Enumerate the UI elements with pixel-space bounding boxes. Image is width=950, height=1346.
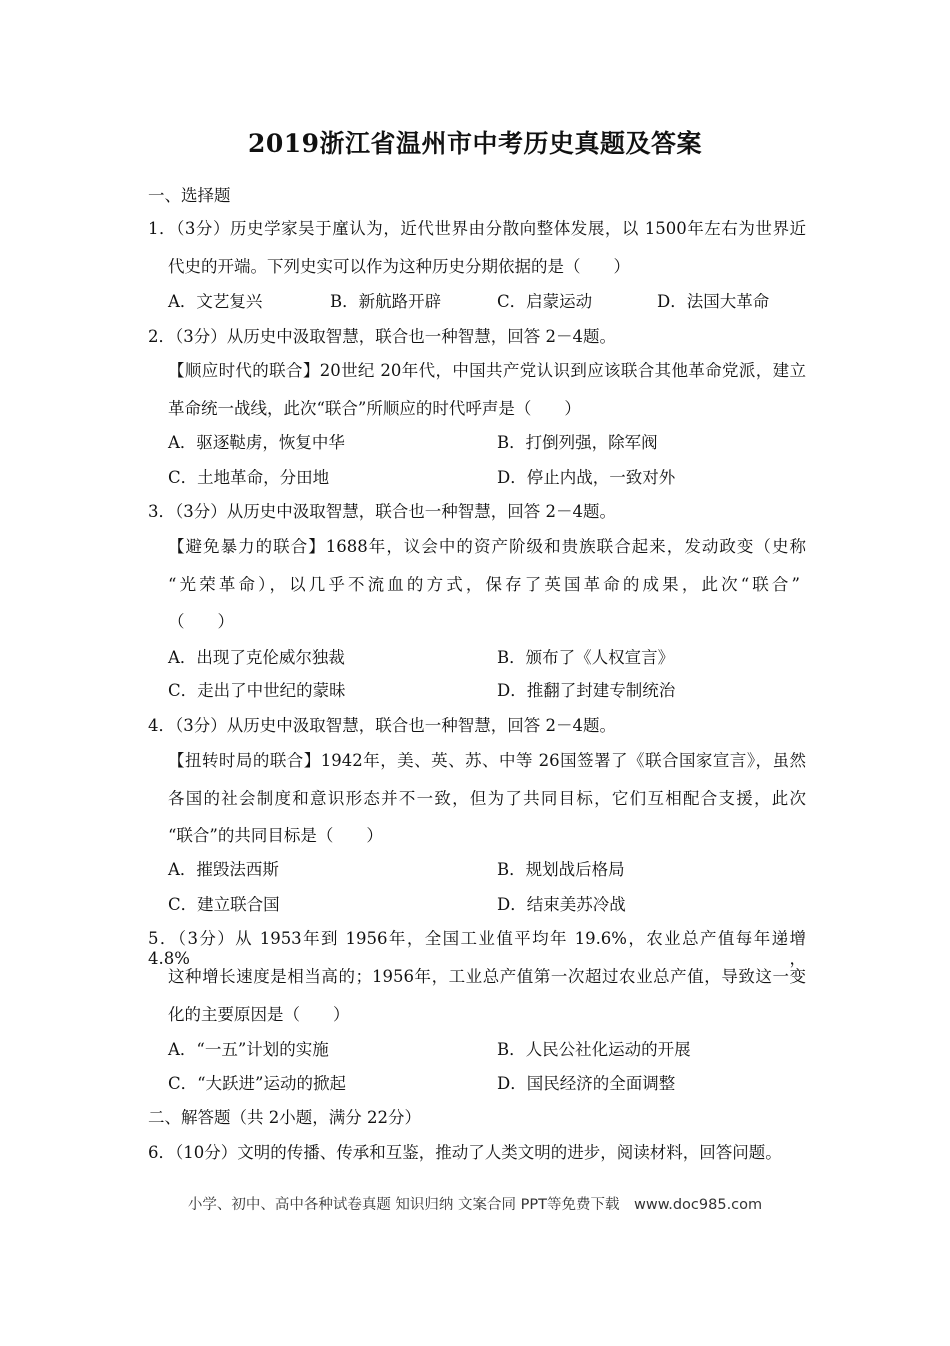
question-2-option-a: A．驱逐鞑虏，恢复中华 <box>168 433 345 452</box>
question-6-line-1: 6．（10分）文明的传播、传承和互鉴，推动了人类文明的进步，阅读材料，回答问题。 <box>148 1143 782 1162</box>
question-3-option-d: D．推翻了封建专制统治 <box>497 681 676 700</box>
question-1-line-2: 代史的开端。下列史实可以作为这种历史分期依据的是（ ） <box>168 257 630 276</box>
section-heading-choice: 一、选择题 <box>148 186 231 205</box>
question-1-option-a: A．文艺复兴 <box>168 292 263 311</box>
question-4-line-4: “联合”的共同目标是（ ） <box>168 826 383 845</box>
question-4-line-2: 【扭转时局的联合】1942年，美、英、苏、中等 26国签署了《联合国家宣言》，虽然 <box>168 751 806 770</box>
question-3-line-2: 【避免暴力的联合】1688年，议会中的资产阶级和贵族联合起来，发动政变（史称 <box>168 537 806 556</box>
question-5-line-3: 化的主要原因是（ ） <box>168 1005 350 1024</box>
question-2-line-3: 革命统一战线，此次“联合”所顺应的时代呼声是（ ） <box>168 399 581 418</box>
question-4-option-a: A．摧毁法西斯 <box>168 860 279 879</box>
question-2-option-b: B．打倒列强，除军阀 <box>497 433 658 452</box>
question-2-line-2: 【顺应时代的联合】20世纪 20年代，中国共产党认识到应该联合其他革命党派，建立 <box>168 361 806 380</box>
page-footer: 小学、初中、高中各种试卷真题 知识归纳 文案合同 PPT等免费下载 www.doc985.com <box>187 1197 763 1213</box>
question-3-line-4: （ ） <box>168 612 234 631</box>
question-4-line-1: 4．（3分）从历史中汲取智慧，联合也一种智慧，回答 2－4题。 <box>148 716 616 735</box>
question-1-line-1: 1．（3分）历史学家吴于廑认为，近代世界由分散向整体发展，以 1500年左右为世界近 <box>148 219 806 238</box>
question-3-option-a: A．出现了克伦威尔独裁 <box>168 648 345 667</box>
page-title: 2019浙江省温州市中考历史真题及答案 <box>247 129 703 158</box>
question-5-option-a: A．“一五”计划的实施 <box>168 1040 329 1059</box>
question-5-option-b: B．人民公社化运动的开展 <box>497 1040 691 1059</box>
question-5-option-d: D．国民经济的全面调整 <box>497 1074 676 1093</box>
question-3-line-1: 3．（3分）从历史中汲取智慧，联合也一种智慧，回答 2－4题。 <box>148 502 616 521</box>
question-4-line-3: 各国的社会制度和意识形态并不一致，但为了共同目标，它们互相配合支援，此次 <box>168 789 806 808</box>
question-2-line-1: 2．（3分）从历史中汲取智慧，联合也一种智慧，回答 2－4题。 <box>148 327 616 346</box>
question-5-line-1: 5．（3分）从 1953年到 1956年，全国工业值平均年 19.6%，农业总产值每年递增 4.8%， <box>148 929 806 968</box>
question-4-option-b: B．规划战后格局 <box>497 860 625 879</box>
question-5-line-2: 这种增长速度是相当高的；1956年，工业总产值第一次超过农业总产值，导致这一变 <box>168 967 806 986</box>
question-1-option-d: D．法国大革命 <box>657 292 770 311</box>
question-3-option-b: B．颁布了《人权宣言》 <box>497 648 675 667</box>
question-4-option-c: C．建立联合国 <box>168 895 280 914</box>
question-2-option-d: D．停止内战，一致对外 <box>497 468 676 487</box>
section-heading-answer: 二、解答题（共 2小题，满分 22分） <box>148 1108 421 1127</box>
question-2-option-c: C．土地革命，分田地 <box>168 468 330 487</box>
question-3-line-3: “光荣革命），以几乎不流血的方式，保存了英国革命的成果，此次“联合” <box>168 575 800 594</box>
question-4-option-d: D．结束美苏冷战 <box>497 895 626 914</box>
question-1-option-c: C．启蒙运动 <box>497 292 593 311</box>
question-5-option-c: C．“大跃进”运动的掀起 <box>168 1074 346 1093</box>
question-3-option-c: C．走出了中世纪的蒙昧 <box>168 681 346 700</box>
question-1-option-b: B．新航路开辟 <box>330 292 442 311</box>
